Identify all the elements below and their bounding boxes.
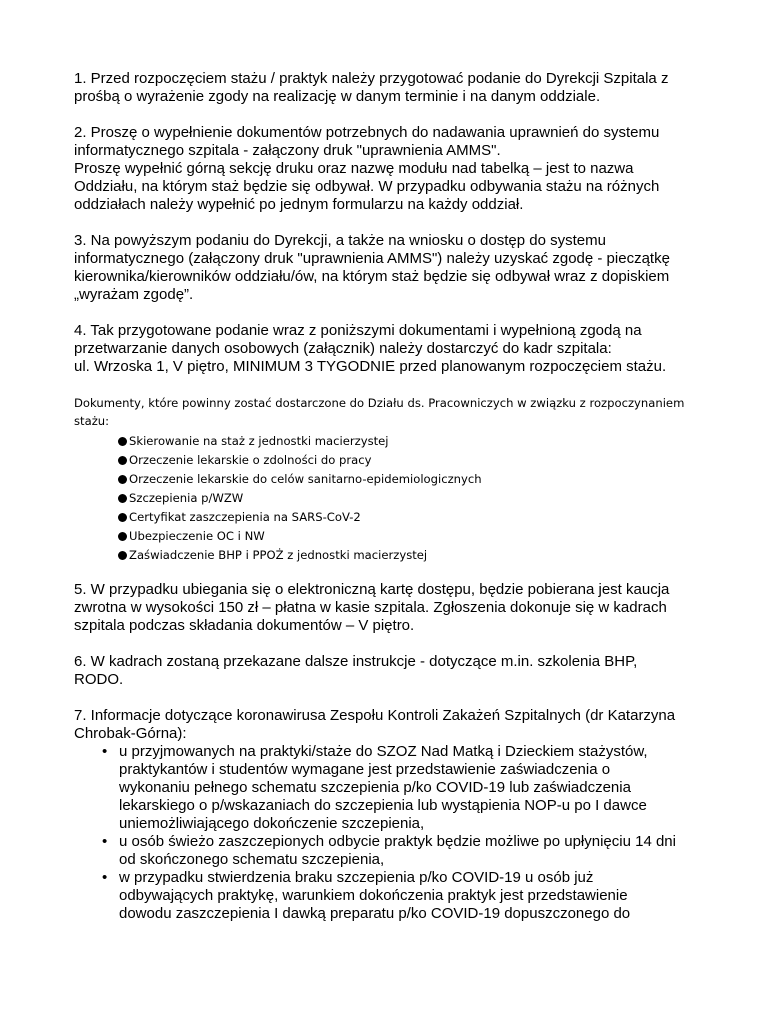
text-line: oddziałach należy wypełnić po jednym formularzu na każdy oddział. — [74, 196, 524, 213]
list-item-label: Ubezpieczenie OC i NW — [129, 529, 265, 543]
text-line: 3. Na powyższym podaniu do Dyrekcji, a także na wniosku o dostęp do systemu — [74, 232, 606, 249]
text-line: w przypadku stwierdzenia braku szczepienia p/ko COVID-19 u osób już — [119, 869, 594, 886]
paragraph-2 — [74, 124, 704, 214]
list-item — [102, 869, 704, 923]
list-item — [102, 743, 704, 833]
documents-list — [118, 432, 704, 565]
text-line: zwrotna w wysokości 150 zł – płatna w kasie szpitala. Zgłoszenia dokonuje się w kadrach — [74, 599, 667, 616]
list-item-label: Skierowanie na staż z jednostki macierzystej — [129, 434, 389, 448]
bullet-icon: • — [102, 833, 108, 850]
list-item-label: Orzeczenie lekarskie o zdolności do pracy — [129, 453, 372, 467]
text-line: Oddziału, na którym staż będzie się odbywał. W przypadku odbywania stażu na różnych — [74, 178, 660, 195]
list-item — [118, 451, 704, 470]
list-item-label: Orzeczenie lekarskie do celów sanitarno-epidemiologicznych — [129, 472, 482, 486]
text-line: kierownika/kierowników oddziału/ów, na którym staż będzie się odbywał wraz z dopiskiem — [74, 268, 670, 285]
text-line: ul. Wrzoska 1, V piętro, MINIMUM 3 TYGODNIE przed planowanym rozpoczęciem stażu. — [74, 358, 667, 375]
text-line: Chrobak-Górna): — [74, 725, 187, 742]
list-item — [118, 470, 704, 489]
bullet-dot-icon — [118, 437, 127, 446]
bullet-dot-icon — [118, 551, 127, 560]
paragraph-7-intro — [74, 707, 704, 743]
text-line: „wyrażam zgodę”. — [74, 286, 194, 303]
list-item-label: Certyfikat zaszczepienia na SARS-CoV-2 — [129, 510, 361, 524]
text-line: u przyjmowanych na praktyki/staże do SZOZ Nad Matką i Dzieckiem stażystów, — [119, 743, 648, 760]
text-line: od skończonego schematu szczepienia, — [119, 851, 385, 868]
text-line: RODO. — [74, 671, 124, 688]
text-line: informatycznego (załączony druk "uprawnienia AMMS") należy uzyskać zgodę - pieczątkę — [74, 250, 670, 267]
list-item — [102, 833, 704, 869]
text-line: odbywających praktykę, warunkiem dokończenia praktyk jest przedstawienie — [119, 887, 628, 904]
paragraph-7 — [74, 707, 704, 923]
bullet-dot-icon — [118, 456, 127, 465]
text-line: 4. Tak przygotowane podanie wraz z poniższymi dokumentami i wypełnioną zgodą na — [74, 322, 642, 339]
text-line: praktykantów i studentów wymagane jest przedstawienie zaświadczenia o — [119, 761, 611, 778]
list-item — [118, 527, 704, 546]
text-line: wykonaniu pełnego schematu szczepienia p/ko COVID-19 lub zaświadczenia — [119, 779, 631, 796]
text-line: 7. Informacje dotyczące koronawirusa Zespołu Kontroli Zakażeń Szpitalnych (dr Katarzyna — [74, 707, 676, 724]
text-line: 2. Proszę o wypełnienie dokumentów potrzebnych do nadawania uprawnień do systemu — [74, 124, 660, 141]
paragraph-4 — [74, 322, 704, 376]
document-page — [74, 70, 704, 923]
paragraph-3 — [74, 232, 704, 304]
text-line: Proszę wypełnić górną sekcję druku oraz nazwę modułu nad tabelką – jest to nazwa — [74, 160, 634, 177]
list-item-label: Szczepienia p/WZW — [129, 491, 244, 505]
text-line: informatycznego szpitala - załączony druk "uprawnienia AMMS". — [74, 142, 501, 159]
documents-section — [74, 394, 704, 565]
text-line: 6. W kadrach zostaną przekazane dalsze instrukcje - dotyczące m.in. szkolenia BHP, — [74, 653, 638, 670]
paragraph-5 — [74, 581, 704, 635]
text-line: lekarskiego o p/wskazaniach do szczepienia lub wystąpienia NOP-u po I dawce — [119, 797, 647, 814]
text-line: 1. Przed rozpoczęciem stażu / praktyk należy przygotować podanie do Dyrekcji Szpitala z — [74, 70, 669, 87]
list-item — [118, 546, 704, 565]
text-line: szpitala podczas składania dokumentów – V piętro. — [74, 617, 415, 634]
paragraph-1 — [74, 70, 704, 106]
text-line: przetwarzanie danych osobowych (załącznik) należy dostarczyć do kadr szpitala: — [74, 340, 612, 357]
bullet-dot-icon — [118, 532, 127, 541]
text-line: dowodu zaszczepienia I dawką preparatu p/ko COVID-19 dopuszczonego do — [119, 905, 631, 922]
list-item — [118, 508, 704, 527]
text-line: uniemożliwiającego dokończenie szczepienia, — [119, 815, 425, 832]
text-line: prośbą o wyrażenie zgody na realizację w danym terminie i na danym oddziale. — [74, 88, 601, 105]
list-item — [118, 489, 704, 508]
text-line: u osób świeżo zaszczepionych odbycie praktyk będzie możliwe po upłynięciu 14 dni — [119, 833, 676, 850]
documents-intro: stażu: — [74, 414, 110, 428]
list-item — [118, 432, 704, 451]
list-item-label: Zaświadczenie BHP i PPOŻ z jednostki macierzystej — [129, 548, 428, 562]
bullet-dot-icon — [118, 475, 127, 484]
documents-intro: Dokumenty, które powinny zostać dostarczone do Działu ds. Pracowniczych w związku z rozpoczynaniem — [74, 396, 685, 410]
bullet-dot-icon — [118, 513, 127, 522]
text-line: 5. W przypadku ubiegania się o elektroniczną kartę dostępu, będzie pobierana jest kaucja — [74, 581, 670, 598]
covid-bullet-list — [102, 743, 704, 923]
paragraph-6 — [74, 653, 704, 689]
bullet-icon: • — [102, 869, 108, 886]
bullet-dot-icon — [118, 494, 127, 503]
bullet-icon: • — [102, 743, 108, 760]
